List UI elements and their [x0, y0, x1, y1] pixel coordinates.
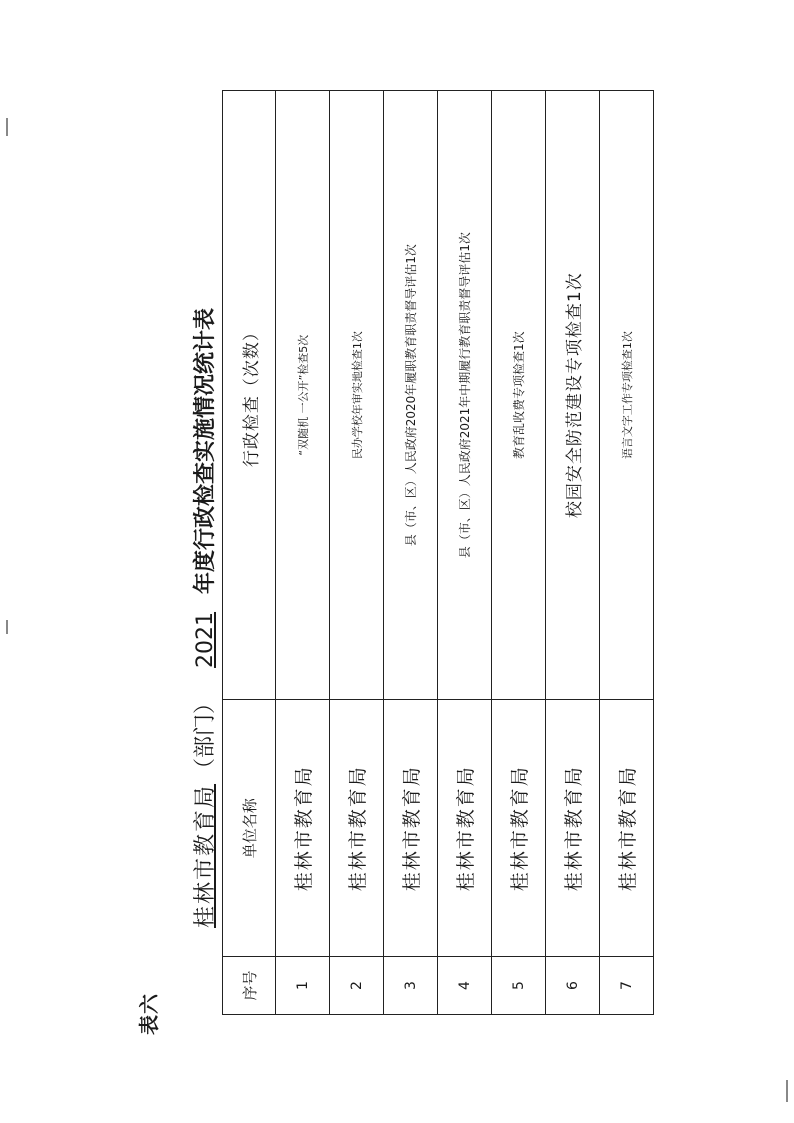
- title-year: 2021: [193, 611, 218, 668]
- row-unit: 桂林市教育局: [600, 700, 654, 957]
- scan-edge-mark: [6, 118, 8, 136]
- row-unit: 桂林市教育局: [546, 700, 600, 957]
- row-inspection: “双随机 一公开”检查5次: [276, 91, 330, 700]
- table-row: [384, 91, 438, 1015]
- row-unit: 桂林市教育局: [492, 700, 546, 957]
- scan-edge-mark: [6, 620, 8, 634]
- document-title: [188, 188, 219, 928]
- row-unit: 桂林市教育局: [276, 700, 330, 957]
- row-unit: 桂林市教育局: [330, 700, 384, 957]
- row-unit: 桂林市教育局: [438, 700, 492, 957]
- title-dept: （部门）: [193, 691, 218, 780]
- table-number-label: 表六: [137, 993, 161, 1035]
- row-inspection: 民办学校年审实地检查1次: [330, 91, 384, 700]
- inspection-table-container: [222, 90, 654, 1015]
- row-seq: 7: [600, 957, 654, 1015]
- row-unit: 桂林市教育局: [384, 700, 438, 957]
- title-rest: 年度行政检查实施情况统计表: [193, 307, 218, 594]
- table-row: [438, 91, 492, 1015]
- header-inspection: 行政检查（次数）: [223, 91, 276, 700]
- title-org: 桂林市教育局: [193, 783, 218, 928]
- table-row: [276, 91, 330, 1015]
- header-seq: 序号: [223, 957, 276, 1015]
- row-seq: 3: [384, 957, 438, 1015]
- table-header-row: [223, 91, 276, 1015]
- scan-edge-mark: [786, 1080, 788, 1102]
- row-seq: 4: [438, 957, 492, 1015]
- row-seq: 1: [276, 957, 330, 1015]
- row-seq: 2: [330, 957, 384, 1015]
- table-row: [546, 91, 600, 1015]
- row-seq: 5: [492, 957, 546, 1015]
- row-inspection: 县（市、区）人民政府2021年中期履行教育职责督导评估1次: [438, 91, 492, 700]
- table-row: [492, 91, 546, 1015]
- header-unit: 单位名称: [223, 700, 276, 957]
- row-seq: 6: [546, 957, 600, 1015]
- row-inspection: 校园安全防范建设专项检查1次: [546, 91, 600, 700]
- table-row: [600, 91, 654, 1015]
- table-row: [330, 91, 384, 1015]
- row-inspection: 县（市、区）人民政府2020年履职教育职责督导评估1次: [384, 91, 438, 700]
- row-inspection: 教育乱收费专项检查1次: [492, 91, 546, 700]
- row-inspection: 语言文字工作专项检查1次: [600, 91, 654, 700]
- inspection-table: [222, 90, 654, 1015]
